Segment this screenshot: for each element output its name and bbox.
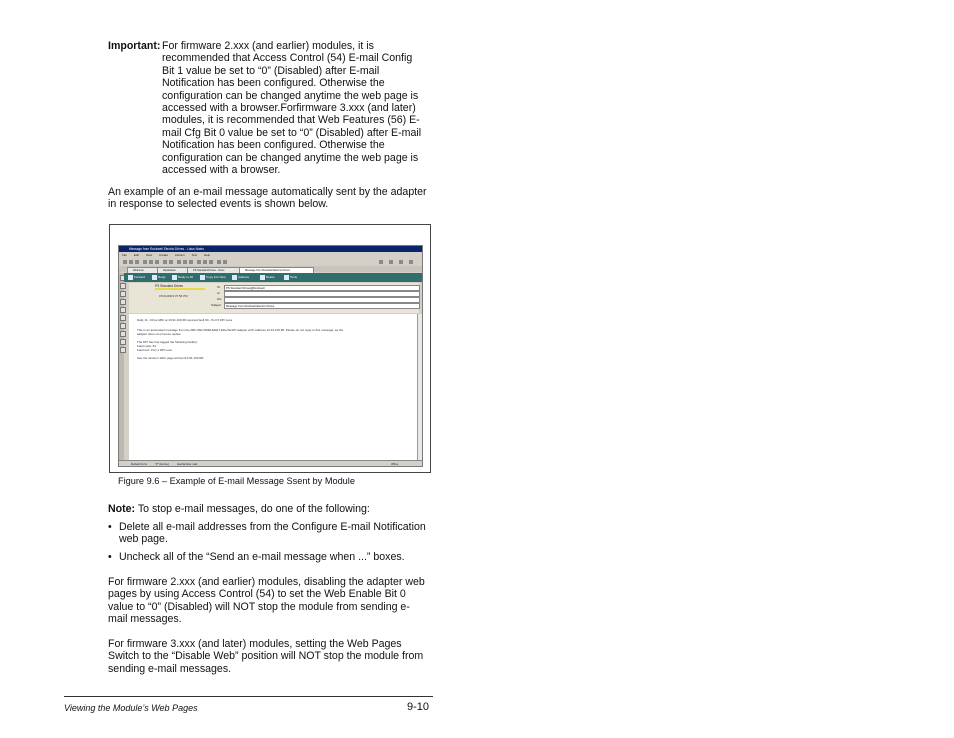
bookmark-icon[interactable] — [120, 331, 126, 337]
toolbar-icon[interactable] — [143, 260, 147, 264]
body-line-link[interactable]: See the device's Web page at http://10.91.100.68/ — [137, 356, 204, 360]
menu-file[interactable]: File — [122, 253, 127, 257]
figure-caption: Figure 9.6 – Example of E-mail Message Ssent by Module — [118, 476, 355, 486]
toolbar-icon[interactable] — [169, 260, 173, 264]
note-text: To stop e-mail messages, do one of the following: — [135, 503, 370, 515]
toolbar-icon[interactable] — [217, 260, 221, 264]
action-reply-all[interactable]: Reply to All — [172, 274, 193, 281]
bookmark-icon[interactable] — [120, 307, 126, 313]
menu-view[interactable]: View — [145, 253, 153, 257]
toolbar-icon[interactable] — [149, 260, 153, 264]
important-text — [162, 40, 434, 176]
bullet-line: Uncheck all of the “Send an e-mail message when ...” boxes. — [119, 551, 405, 563]
action-copy-new[interactable]: Copy into New — [200, 274, 226, 281]
firmware3-paragraph — [108, 638, 438, 675]
important-line: modules, it is recommended that Web Features (56) E- — [162, 114, 420, 127]
figure-email-screenshot — [109, 224, 431, 473]
footer-divider — [64, 696, 433, 697]
menu-text[interactable]: Text — [191, 253, 198, 257]
scrollbar[interactable] — [417, 314, 422, 460]
tab-welcome[interactable]: Welcome — [127, 267, 162, 274]
toolbar-icon[interactable] — [379, 260, 383, 264]
toolbar-icon[interactable] — [209, 260, 213, 264]
toolbar-icon[interactable] — [129, 260, 133, 264]
paragraph-line: For firmware 2.xxx (and earlier) modules, disabling the adapter web — [108, 576, 425, 588]
action-bar — [124, 273, 422, 282]
intro-line: An example of an e-mail message automatically sent by the adapter — [108, 186, 427, 198]
body-line: Fault text: Port 1 DPI Loss — [137, 348, 173, 352]
body-line: Fault code: 81 — [137, 344, 157, 348]
paragraph-line: For firmware 3.xxx (and later) modules, setting the Web Pages — [108, 638, 402, 650]
bcc-label: bcc — [217, 297, 222, 301]
toolbar-icon[interactable] — [183, 260, 187, 264]
important-line: recommended that Access Control (54) E-mail Config — [162, 52, 413, 65]
tab-replication[interactable]: Replication — [157, 267, 192, 274]
to-field[interactable]: PS Standard Drives@Rockwell — [224, 285, 420, 291]
bookmark-icon[interactable] — [120, 315, 126, 321]
body-line: This is an automated message from the ABC RECOMM-ENET EtherNet/IP adapter at IP address 10.91.100.68. Please do not reply to this message, as the — [137, 328, 344, 332]
menu-edit[interactable]: Edit — [133, 253, 139, 257]
menu-actions[interactable]: Actions — [174, 253, 185, 257]
footer-section-title: Viewing the Module’s Web Pages — [64, 703, 198, 713]
toolbar-icon[interactable] — [223, 260, 227, 264]
bookmark-icon[interactable] — [120, 347, 126, 353]
message-date: 07/21/2003 07:56 PM — [159, 294, 188, 298]
bullet-text — [119, 521, 437, 546]
body-line: The DPI has has logged the following fault(s): — [137, 340, 198, 344]
important-line: Notification has been configured. Otherwise the — [162, 139, 385, 152]
email-client-window — [118, 245, 423, 467]
status-location: "P" [Home] — [155, 462, 169, 466]
from-name: PS Standard Drives — [155, 284, 183, 288]
body-line: Daily 11 - Drive ABC at 10.91.100.68 reported fault 99 - Port 5 DPI Loss — [137, 318, 233, 322]
paragraph-line: mail messages. — [108, 613, 182, 626]
action-tools[interactable]: Tools — [284, 274, 297, 281]
message-body[interactable] — [129, 314, 419, 460]
bookmark-bar — [119, 273, 124, 460]
toolbar-icon[interactable] — [203, 260, 207, 264]
paragraph-line: pages by using Access Control (54) to set the Web Enable Bit 0 — [108, 588, 406, 601]
toolbar-icon[interactable] — [389, 260, 393, 264]
body-line: adapter does not process replies. — [137, 332, 182, 336]
bullet-dot: • — [108, 551, 112, 563]
bullet-line: Delete all e-mail addresses from the Configure E-mail Notification — [119, 521, 426, 533]
toolbar-icon[interactable] — [189, 260, 193, 264]
tab-message[interactable]: Message from Rockwell Electric Drives — [239, 267, 314, 274]
message-header — [129, 283, 419, 313]
note-paragraph — [108, 503, 438, 515]
important-line: mail Cfg Bit 0 value be set to “0” (Disabled) after E-mail — [162, 126, 422, 139]
bookmark-icon[interactable] — [120, 283, 126, 289]
bookmark-icon[interactable] — [120, 291, 126, 297]
bullet-text — [119, 551, 437, 563]
important-line: Notification has been configured. Otherwise the — [162, 77, 385, 90]
action-delete[interactable]: Delete — [260, 274, 275, 281]
to-label: To — [217, 285, 221, 289]
toolbar-icon[interactable] — [409, 260, 413, 264]
important-line: configuration can be changed anytime the web page is — [162, 151, 419, 164]
important-label: Important: — [108, 40, 161, 52]
bookmark-icon[interactable] — [120, 299, 126, 305]
subject-field[interactable]: Message from Rockwell Electric Drives — [224, 303, 420, 309]
cc-label: cc — [217, 291, 220, 295]
paragraph-line: Switch to the “Disable Web” position will NOT stop the module from — [108, 650, 424, 663]
tab-strip — [119, 266, 422, 272]
status-form: Default Form — [131, 462, 148, 466]
toolbar-icon[interactable] — [399, 260, 403, 264]
firmware2-paragraph — [108, 576, 438, 626]
note-label: Note: — [108, 503, 136, 515]
action-reply[interactable]: Reply — [152, 274, 166, 281]
important-line: accessed with a browser.Forfirmware 3.xxx (and later) — [162, 102, 416, 115]
toolbar — [119, 259, 422, 265]
important-line: For firmware 2.xxx (and earlier) modules, it is — [162, 40, 374, 52]
menu-bar — [119, 253, 422, 258]
paragraph-line: sending e-mail messages. — [108, 662, 232, 675]
action-forward[interactable]: Forward — [128, 274, 145, 281]
intro-paragraph — [108, 186, 438, 211]
important-line: Bit 1 value be set to “0” (Disabled) after E-mail — [162, 64, 380, 77]
window-titlebar — [119, 246, 422, 252]
bullet-line: web page. — [119, 533, 168, 546]
important-line: configuration can be changed anytime the web page is — [162, 89, 419, 102]
bookmark-icon[interactable] — [120, 339, 126, 345]
window-title: Message from Rockwell Electric Drives - Lotus Notes — [129, 247, 204, 251]
paragraph-line: value to “0” (Disabled) will NOT stop the module from sending e- — [108, 600, 410, 613]
bookmark-icon[interactable] — [120, 323, 126, 329]
toolbar-icon[interactable] — [163, 260, 167, 264]
toolbar-icon[interactable] — [123, 260, 127, 264]
from-highlight — [155, 288, 205, 290]
action-address[interactable]: Address — [232, 274, 249, 281]
toolbar-icon[interactable] — [155, 260, 159, 264]
important-line: accessed with a browser. — [162, 164, 281, 177]
toolbar-icon[interactable] — [177, 260, 181, 264]
toolbar-icon[interactable] — [197, 260, 201, 264]
page-number: 9-10 — [407, 701, 430, 713]
tab-inbox[interactable]: PS Standard Drives - Inbox — [187, 267, 244, 274]
menu-create[interactable]: Create — [159, 253, 169, 257]
status-mail: Hachamber.mail — [177, 462, 198, 466]
subject-label: Subject — [211, 303, 222, 307]
status-bar — [119, 460, 422, 467]
bullet-dot: • — [108, 521, 112, 533]
menu-help[interactable]: Help — [203, 253, 211, 257]
toolbar-icon[interactable] — [135, 260, 139, 264]
status-office: Office — [391, 462, 399, 466]
intro-line: in response to selected events is shown below. — [108, 198, 329, 211]
